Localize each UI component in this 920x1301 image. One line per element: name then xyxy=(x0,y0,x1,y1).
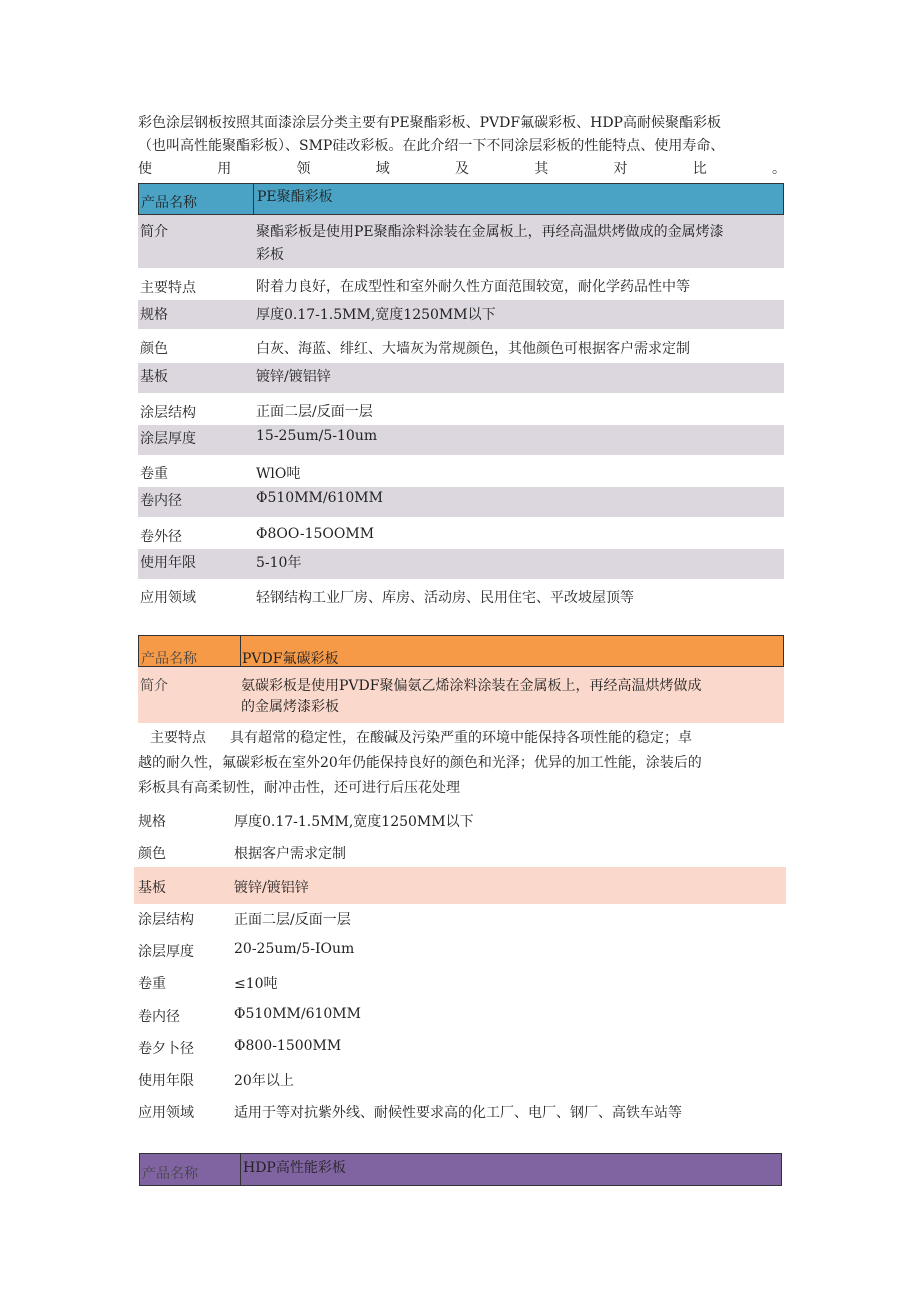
row-value: 正面二层/反面一层 xyxy=(256,404,373,420)
row-value: 附着力良好，在成型性和室外耐久性方面范围较宽，耐化学药品性中等 xyxy=(256,279,690,295)
row-value: 氨碳彩板是使用PVDF聚偏氨乙烯涂料涂装在金属板上，再经高温烘烤做成 xyxy=(241,678,702,694)
pvdf-features-key: 主要特点 xyxy=(150,730,206,746)
row-value: 20-25um∕5-IOum xyxy=(234,941,355,957)
row-value: 厚度0.17-1.5MM,宽度1250MM以下 xyxy=(256,307,496,323)
pe-row-coating-structure xyxy=(138,393,784,425)
hdp-header-value: HDP高性能彩板 xyxy=(243,1160,346,1176)
pe-row-coating-thickness xyxy=(138,425,784,455)
row-value: 正面二层/反面一层 xyxy=(234,912,351,928)
row-key: 规格 xyxy=(140,307,168,323)
pe-row-color xyxy=(138,329,784,363)
pe-row-service-life xyxy=(138,549,784,579)
pe-row-application xyxy=(138,579,784,613)
row-key: 应用领域 xyxy=(138,1105,194,1121)
pe-row-outer-diameter xyxy=(138,517,784,549)
row-value: Φ510MM∕610MM xyxy=(256,490,383,506)
pvdf-row-coating-structure xyxy=(138,904,786,934)
row-value: 根据客户需求定制 xyxy=(234,846,346,862)
pvdf-row-coating-thickness xyxy=(138,936,786,966)
pe-row-inner-diameter xyxy=(138,487,784,517)
row-value: Φ800-1500MM xyxy=(234,1038,342,1054)
row-value: 镀锌/镀铝锌 xyxy=(256,369,331,385)
pvdf-header-row xyxy=(138,635,784,667)
row-key: 卷重 xyxy=(138,976,166,992)
pvdf-row-service-life xyxy=(138,1065,786,1095)
row-key: 卷内径 xyxy=(138,1009,180,1025)
row-value: 20年以上 xyxy=(234,1073,294,1089)
row-key: 使用年限 xyxy=(140,555,196,571)
row-value-cont: 的金属烤漆彩板 xyxy=(241,699,339,715)
pe-header-value: PE聚酯彩板 xyxy=(257,189,333,205)
pvdf-features-text-1: 具有超常的稳定性，在酸碱及污染严重的环境中能保持各项性能的稳定；卓 xyxy=(230,730,692,746)
row-key: 颜色 xyxy=(140,341,168,357)
row-key: 卷内径 xyxy=(140,493,182,509)
intro-char: 其 xyxy=(534,161,549,177)
row-key: 涂层结构 xyxy=(138,912,194,928)
row-key: 简介 xyxy=(140,224,168,240)
row-key: 卷重 xyxy=(140,466,168,482)
row-value: 白灰、海蓝、绯红、大墙灰为常规颜色，其他颜色可根据客户需求定制 xyxy=(256,341,690,357)
row-key: 主要特点 xyxy=(140,280,196,296)
pe-header-row xyxy=(138,183,784,215)
row-value: ≤10吨 xyxy=(234,976,278,992)
pvdf-row-inner-diameter xyxy=(138,1001,786,1031)
intro-char: 对 xyxy=(613,161,628,177)
row-key: 颜色 xyxy=(138,846,166,862)
intro-char: 领 xyxy=(296,161,311,177)
intro-line-3 xyxy=(138,158,786,181)
pvdf-row-intro xyxy=(138,667,784,723)
pvdf-features-line-2: 越的耐久性，氟碳彩板在室外20年仍能保持良好的颜色和光泽；优异的加工性能，涂装后的 xyxy=(138,755,702,771)
pe-header-key: 产品名称 xyxy=(141,195,197,211)
row-value: 轻钢结构工业厂房、库房、活动房、民用住宅、平改坡屋顶等 xyxy=(256,590,634,606)
row-value: 聚酯彩板是使用PE聚酯涂料涂装在金属板上，再经高温烘烤做成的金属烤漆 xyxy=(256,224,724,240)
pvdf-row-color xyxy=(138,837,786,867)
intro-char: 。 xyxy=(772,161,786,177)
row-value: Φ8OO-15OOMM xyxy=(256,526,375,542)
row-key: 使用年限 xyxy=(138,1073,194,1089)
pvdf-header-key: 产品名称 xyxy=(141,651,197,667)
intro-char: 使 xyxy=(138,161,152,177)
pe-row-spec xyxy=(138,300,784,329)
pe-row-features xyxy=(138,268,784,300)
intro-char: 及 xyxy=(455,161,469,177)
row-key: 规格 xyxy=(138,814,166,830)
row-key: 卷外径 xyxy=(140,529,182,545)
row-key: 涂层厚度 xyxy=(140,431,196,447)
pvdf-header-divider xyxy=(240,636,241,666)
pvdf-row-spec xyxy=(138,805,786,835)
row-value: 5-10年 xyxy=(256,555,302,571)
pe-row-substrate xyxy=(138,363,784,393)
row-value: WlO吨 xyxy=(256,466,301,482)
intro-line-1: 彩色涂层钢板按照其面漆涂层分类主要有PE聚酯彩板、PVDF氟碳彩板、HDP高耐候聚酯彩板 xyxy=(138,115,721,131)
pvdf-row-outer-diameter xyxy=(138,1033,786,1063)
row-value: 15-25um∕5-10um xyxy=(256,428,378,444)
pvdf-features-paragraph xyxy=(138,726,786,801)
hdp-header-key: 产品名称 xyxy=(142,1166,198,1182)
row-key: 基板 xyxy=(140,369,168,385)
hdp-header-row xyxy=(139,1153,782,1186)
hdp-header-divider xyxy=(240,1154,241,1185)
pvdf-header-value: PVDF氟碳彩板 xyxy=(242,651,339,667)
intro-char: 域 xyxy=(375,161,390,177)
row-key: 基板 xyxy=(138,880,166,896)
row-key: 简介 xyxy=(140,678,168,694)
row-key: 涂层结构 xyxy=(140,405,196,421)
pvdf-features-line-3: 彩板具有高柔韧性，耐冲击性，还可进行后压花处理 xyxy=(138,780,460,796)
pe-header-divider xyxy=(253,184,254,214)
intro-line-2: （也叫高性能聚酯彩板）、SMP硅改彩板。在此介绍一下不同涂层彩板的性能特点、使用寿命、 xyxy=(138,138,725,154)
row-key: 涂层厚度 xyxy=(138,944,194,960)
row-key: 卷夕卜径 xyxy=(138,1041,194,1057)
pe-row-coil-weight xyxy=(138,455,784,487)
row-value: 适用于等对抗紫外线、耐候性要求高的化工厂、电厂、钢厂、高铁车站等 xyxy=(234,1105,682,1121)
intro-paragraph xyxy=(138,112,786,181)
intro-char: 用 xyxy=(217,161,232,177)
pe-row-intro xyxy=(138,215,784,268)
intro-char: 比 xyxy=(692,161,707,177)
row-key: 应用领域 xyxy=(140,590,196,606)
row-value: 镀锌/镀铝锌 xyxy=(234,880,309,896)
row-value: 厚度0.17-1.5MM,宽度1250MM以下 xyxy=(234,814,474,830)
pvdf-row-coil-weight xyxy=(138,968,786,998)
pvdf-features-line-1 xyxy=(138,726,786,751)
pvdf-row-application xyxy=(138,1097,786,1127)
row-value: Φ510MM∕610MM xyxy=(234,1006,361,1022)
pvdf-row-substrate xyxy=(134,867,786,904)
row-value-cont: 彩板 xyxy=(256,247,284,263)
